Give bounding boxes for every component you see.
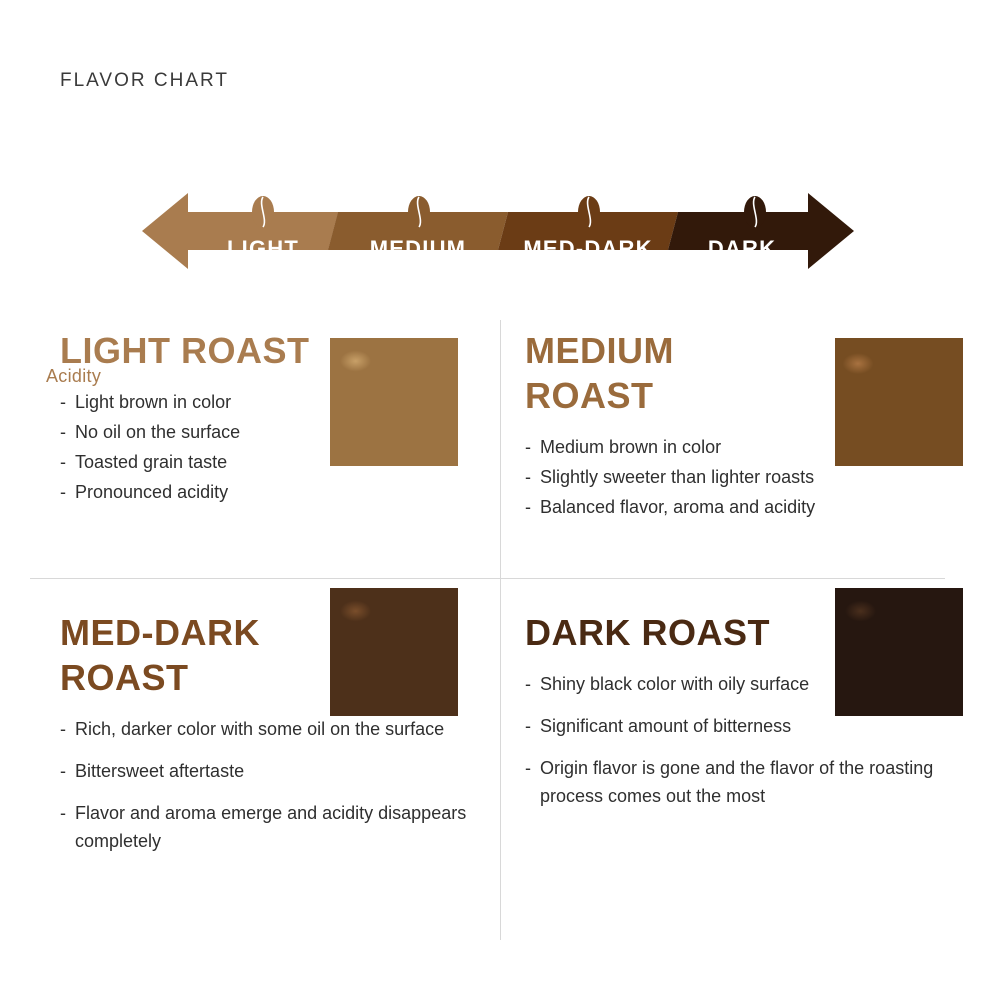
light-roast-beans-photo (330, 338, 458, 466)
medium-roast-beans-photo (835, 338, 963, 466)
list-item: - Shiny black color with oily surface (525, 671, 940, 699)
spectrum-segment-med-dark: MED-DARK (523, 236, 653, 261)
coffee-bean-icon-dark (742, 195, 768, 229)
list-item: - Slightly sweeter than lighter roasts (525, 464, 940, 492)
acidity-label: Acidity (46, 366, 102, 386)
list-item: - Toasted grain taste (60, 449, 475, 477)
page-title: FLAVOR CHART (60, 70, 229, 91)
roast-title-med-dark: MED-DARK ROAST (60, 612, 260, 698)
grid-horizontal-divider (30, 578, 945, 579)
coffee-bean-icon-med-dark (576, 195, 602, 229)
list-item: - Bittersweet aftertaste (60, 758, 475, 786)
coffee-bean-icon-medium (406, 195, 432, 229)
list-item: - Flavor and aroma emerge and acidity disappears completely (60, 800, 475, 856)
list-item: - Origin flavor is gone and the flavor of the roasting process comes out the most (525, 755, 940, 811)
spectrum-segment-dark: DARK (707, 236, 777, 261)
list-item: - Significant amount of bitterness (525, 713, 940, 741)
list-item: - Rich, darker color with some oil on the surface (60, 716, 475, 744)
roast-title-light: LIGHT ROAST (60, 330, 310, 371)
med-dark-roast-beans-photo (330, 588, 458, 716)
list-item: - Balanced flavor, aroma and acidity (525, 494, 940, 522)
roast-quadrant-grid (0, 300, 1001, 960)
coffee-bean-icon-light (250, 195, 276, 229)
list-item: - Pronounced acidity (60, 479, 475, 507)
roast-title-dark: DARK ROAST (525, 612, 770, 653)
list-item: - No oil on the surface (60, 419, 475, 447)
spectrum-segment-medium: MEDIUM (369, 236, 467, 261)
spectrum-segment-light: LIGHT (227, 236, 299, 261)
dark-roast-beans-photo (835, 588, 963, 716)
roast-bullets-med-dark (60, 716, 480, 856)
list-item: - Medium brown in color (525, 434, 940, 462)
spectrum-band (142, 185, 854, 277)
roast-title-medium: MEDIUM ROAST (525, 330, 674, 416)
grid-vertical-divider (500, 320, 501, 940)
list-item: - Light brown in color (60, 389, 475, 417)
